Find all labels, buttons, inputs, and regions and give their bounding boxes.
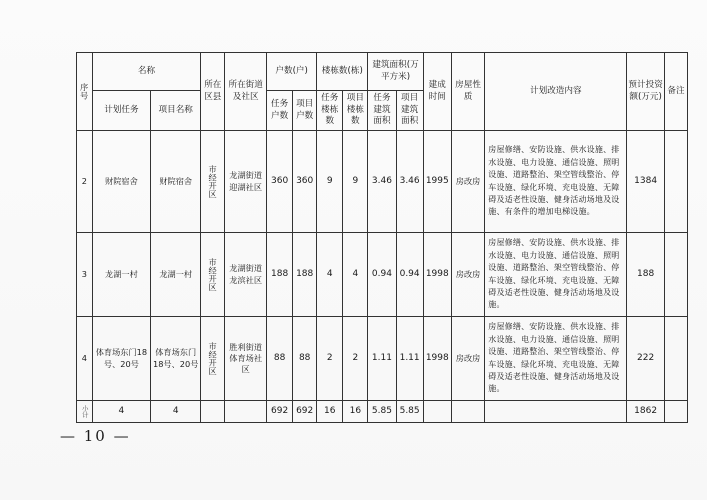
cell-task-households: 360	[267, 131, 293, 233]
cell-project-buildings: 4	[343, 233, 368, 317]
header-project-area: 项目建筑面积	[396, 91, 423, 131]
header-seq: 序号	[77, 53, 93, 131]
cell-street: 龙湖街道龙滨社区	[225, 233, 267, 317]
header-street: 所在街道及社区	[225, 53, 267, 131]
header-task-area: 任务建筑面积	[368, 91, 396, 131]
header-district: 所在区县	[201, 53, 225, 131]
cell-plan-task: 龙湖一村	[92, 233, 150, 317]
page-number: — 10 —	[60, 427, 131, 445]
cell-plan-content: 房屋修缮、安防设施、供水设施、排水设施、电力设施、通信设施、照明设施、道路整治、架空管线整治、停车设施、绿化环境、充电设施、无障碍及适老性设施、健身活动场地及设施、有条件的增加电梯设施。	[485, 131, 627, 233]
cell-task-households: 188	[267, 233, 293, 317]
header-project-households: 项目户数	[293, 91, 317, 131]
cell-subtotal-task-households: 692	[267, 401, 293, 423]
cell-subtotal-remark	[664, 401, 687, 423]
header-built-year: 建成时间	[423, 53, 451, 131]
cell-project-name: 财院宿舍	[151, 131, 201, 233]
cell-task-buildings: 2	[317, 317, 343, 401]
cell-house-type: 房改房	[451, 233, 484, 317]
cell-task-households: 88	[267, 317, 293, 401]
cell-subtotal-plan-content	[485, 401, 627, 423]
table-row	[77, 131, 688, 233]
cell-house-type: 房改房	[451, 131, 484, 233]
cell-seq: 4	[77, 317, 93, 401]
cell-district: 市经开区	[201, 233, 225, 317]
header-project-name: 项目名称	[151, 91, 201, 131]
cell-built-year: 1998	[423, 317, 451, 401]
cell-remark	[664, 131, 687, 233]
cell-project-area: 1.11	[396, 317, 423, 401]
cell-subtotal-built-year	[423, 401, 451, 423]
subtotal-row	[77, 401, 688, 423]
cell-seq: 3	[77, 233, 93, 317]
cell-built-year: 1995	[423, 131, 451, 233]
header-area-group: 建筑面积(万平方米)	[368, 53, 423, 91]
cell-street: 龙湖街道迎湖社区	[225, 131, 267, 233]
cell-investment: 188	[627, 233, 665, 317]
cell-project-buildings: 9	[343, 131, 368, 233]
cell-task-area: 3.46	[368, 131, 396, 233]
header-households-group: 户数(户)	[267, 53, 317, 91]
cell-subtotal-project-households: 692	[293, 401, 317, 423]
cell-task-buildings: 4	[317, 233, 343, 317]
header-house-type: 房屋性质	[451, 53, 484, 131]
cell-project-buildings: 2	[343, 317, 368, 401]
table-row	[77, 233, 688, 317]
cell-seq: 2	[77, 131, 93, 233]
cell-project-households: 188	[293, 233, 317, 317]
cell-task-buildings: 9	[317, 131, 343, 233]
cell-subtotal-label: 小计	[77, 401, 93, 423]
cell-subtotal-house-type	[451, 401, 484, 423]
cell-subtotal-task-buildings: 16	[317, 401, 343, 423]
cell-plan-task: 财院宿舍	[92, 131, 150, 233]
header-buildings-group: 楼栋数(栋)	[317, 53, 368, 91]
cell-investment: 1384	[627, 131, 665, 233]
cell-subtotal-plan-task: 4	[92, 401, 150, 423]
cell-project-area: 0.94	[396, 233, 423, 317]
cell-built-year: 1998	[423, 233, 451, 317]
table-row	[77, 317, 688, 401]
cell-subtotal-street	[225, 401, 267, 423]
cell-house-type: 房改房	[451, 317, 484, 401]
cell-project-name: 体育场东门18号、20号	[151, 317, 201, 401]
cell-street: 胜利街道体育场社区	[225, 317, 267, 401]
header-name-group: 名称	[92, 53, 201, 91]
cell-subtotal-investment: 1862	[627, 401, 665, 423]
cell-task-area: 1.11	[368, 317, 396, 401]
header-task-buildings: 任务楼栋数	[317, 91, 343, 131]
cell-project-households: 88	[293, 317, 317, 401]
cell-remark	[664, 233, 687, 317]
table-header-row	[77, 53, 688, 91]
cell-plan-content: 房屋修缮、安防设施、供水设施、排水设施、电力设施、通信设施、照明设施、道路整治、架空管线整治、停车设施、绿化环境、充电设施、无障碍及适老性设施、健身活动场地及设施。	[485, 233, 627, 317]
header-task-households: 任务户数	[267, 91, 293, 131]
cell-subtotal-project-buildings: 16	[343, 401, 368, 423]
renovation-plan-table	[76, 52, 688, 423]
cell-project-area: 3.46	[396, 131, 423, 233]
cell-project-households: 360	[293, 131, 317, 233]
cell-district: 市经开区	[201, 131, 225, 233]
cell-district: 市经开区	[201, 317, 225, 401]
header-remark: 备注	[664, 53, 687, 131]
cell-plan-content: 房屋修缮、安防设施、供水设施、排水设施、电力设施、通信设施、照明设施、道路整治、架空管线整治、停车设施、绿化环境、充电设施、无障碍及适老性设施、健身活动场地及设施。	[485, 317, 627, 401]
cell-project-name: 龙湖一村	[151, 233, 201, 317]
header-plan-task: 计划任务	[92, 91, 150, 131]
cell-plan-task: 体育场东门18号、20号	[92, 317, 150, 401]
cell-remark	[664, 317, 687, 401]
header-project-buildings: 项目楼栋数	[343, 91, 368, 131]
header-investment: 预计投资额(万元)	[627, 53, 665, 131]
cell-task-area: 0.94	[368, 233, 396, 317]
cell-subtotal-project-area: 5.85	[396, 401, 423, 423]
header-plan-content: 计划改造内容	[485, 53, 627, 131]
cell-subtotal-district	[201, 401, 225, 423]
cell-subtotal-project-name: 4	[151, 401, 201, 423]
cell-subtotal-task-area: 5.85	[368, 401, 396, 423]
cell-investment: 222	[627, 317, 665, 401]
